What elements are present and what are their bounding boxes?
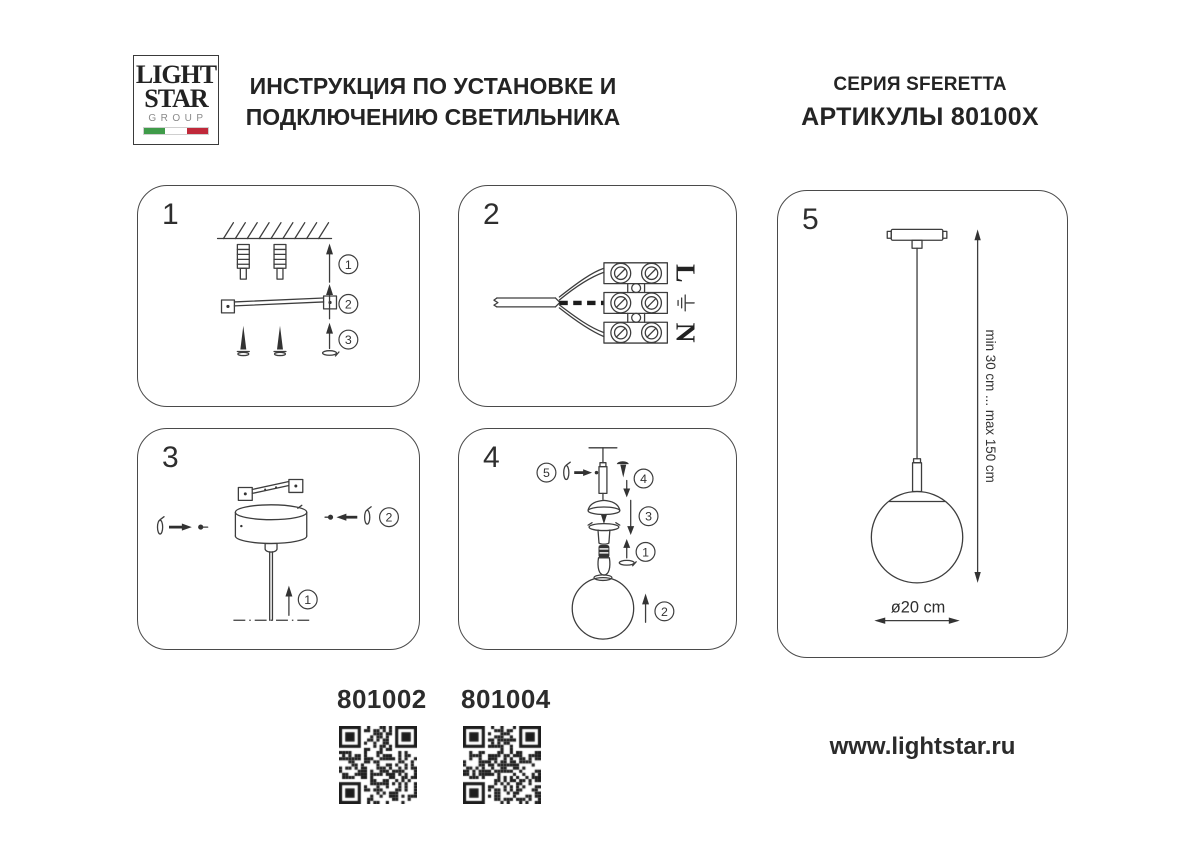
height-dimension-label: min 30 cm ... max 150 cm	[983, 329, 999, 483]
svg-text:1: 1	[642, 545, 650, 560]
svg-text:2: 2	[385, 510, 393, 525]
step2-wiring-drawing	[459, 186, 736, 406]
arrow-down-icon	[623, 481, 630, 498]
articles-label: АРТИКУЛЫ 80100X	[801, 103, 1039, 131]
arrow-up-rotate-icon	[323, 323, 339, 356]
svg-text:3: 3	[645, 509, 652, 524]
step5-overview-drawing	[778, 191, 1067, 657]
terminal-label-neutral: N	[669, 322, 701, 343]
italy-flag-bar	[143, 127, 209, 135]
website-link[interactable]: www.lightstar.ru	[829, 733, 1016, 760]
qr-code	[339, 726, 417, 804]
glass-sphere	[572, 575, 633, 639]
lightstar-logo	[133, 55, 219, 145]
screw	[237, 326, 249, 356]
earth-ground-icon	[678, 295, 694, 311]
callout-5	[537, 463, 556, 482]
flag-green	[144, 128, 165, 134]
logo-word-light: LIGHT	[135, 60, 217, 89]
sphere-stem	[913, 459, 922, 492]
step1-number: 1	[162, 198, 179, 231]
article-801004-block	[461, 684, 551, 804]
page-title-line1: ИНСТРУКЦИЯ ПО УСТАНОВКЕ И	[249, 73, 617, 99]
step2-panel	[458, 185, 737, 407]
step5-panel	[777, 190, 1068, 658]
article-801002-block	[337, 684, 427, 804]
svg-text:2: 2	[660, 604, 668, 619]
wire-live	[559, 268, 604, 300]
step1-drawing	[138, 186, 419, 406]
ceiling-plate	[887, 229, 947, 248]
glass-sphere	[871, 492, 962, 583]
terminal-label-live: L	[669, 263, 701, 283]
callout-2	[339, 295, 358, 314]
svg-text:2: 2	[344, 297, 352, 312]
mounting-bracket	[222, 296, 337, 313]
mounting-bracket	[238, 480, 302, 501]
page-title-line2: ПОДКЛЮЧЕНИЮ СВЕТИЛЬНИКА	[245, 104, 621, 130]
step3-number: 3	[162, 441, 179, 474]
callout-1	[636, 542, 655, 561]
dome-cap	[588, 500, 620, 524]
callout-3	[639, 507, 658, 526]
article-code: 801002	[337, 684, 427, 714]
arrow-down-icon	[627, 500, 634, 535]
callout-2	[380, 508, 399, 527]
diameter-dimension-arrow	[874, 617, 959, 623]
arrow-up-icon	[326, 243, 333, 282]
screw	[274, 326, 286, 356]
diameter-label: ø20 cm	[890, 598, 946, 617]
series-label: СЕРИЯ SFERETTA	[833, 74, 1007, 95]
svg-text:1: 1	[344, 257, 352, 272]
callout-2	[655, 602, 674, 621]
qr-code	[463, 726, 541, 804]
arrow-up-icon	[285, 586, 292, 616]
svg-text:5: 5	[543, 466, 550, 481]
ceiling-hatch	[218, 223, 332, 239]
terminal-block	[604, 263, 667, 343]
step3-drawing	[138, 429, 419, 649]
step5-number: 5	[802, 203, 819, 236]
step4-drawing	[459, 429, 736, 649]
step4-panel	[458, 428, 737, 650]
svg-text:4: 4	[640, 472, 648, 487]
screw-rotate-right	[325, 507, 371, 524]
logo-word-group: GROUP	[148, 113, 208, 124]
svg-text:1: 1	[304, 592, 312, 607]
logo-word-star: STAR	[144, 84, 208, 113]
height-dimension-arrow	[974, 229, 980, 583]
wire-neutral	[559, 305, 604, 337]
supply-cable	[494, 298, 559, 307]
wire-stem	[599, 463, 607, 494]
light-bulb	[598, 545, 610, 575]
page-title	[238, 71, 628, 133]
step1-panel	[137, 185, 420, 407]
arrow-up-rotate-icon	[619, 539, 636, 566]
wall-anchor	[274, 244, 286, 279]
screw-rotate-left	[158, 517, 208, 534]
suspension-rod	[270, 552, 273, 620]
socket-collar	[588, 523, 620, 544]
flag-white	[165, 128, 186, 134]
canopy	[235, 505, 306, 552]
step4-number: 4	[483, 441, 500, 474]
step3-panel	[137, 428, 420, 650]
header-right	[770, 74, 1070, 132]
wall-anchor	[237, 244, 249, 279]
arrow-right-icon	[574, 469, 598, 476]
callout-1	[339, 255, 358, 274]
step2-number: 2	[483, 198, 500, 231]
arrow-up-icon	[326, 284, 333, 319]
callout-3	[339, 330, 358, 349]
rotate-icon	[564, 462, 571, 479]
callout-4	[634, 469, 653, 488]
flag-red	[187, 128, 208, 134]
arrow-up-icon	[642, 594, 649, 623]
callout-1	[298, 590, 317, 609]
svg-text:3: 3	[344, 333, 352, 348]
grub-screw	[617, 461, 629, 477]
article-code: 801004	[461, 684, 551, 714]
